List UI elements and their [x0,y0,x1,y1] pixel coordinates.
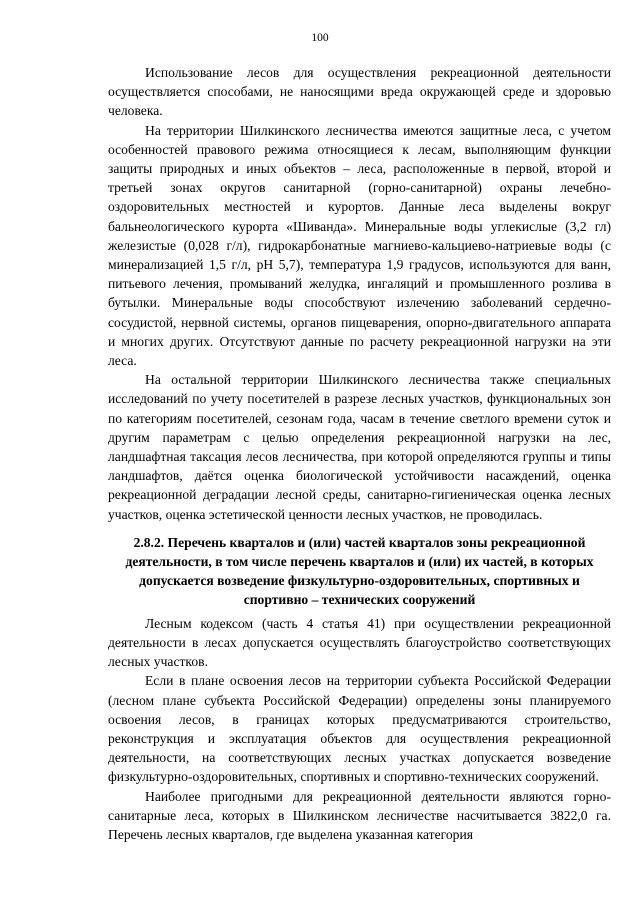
paragraph-no-studies: На остальной территории Шилкинского лесничества также специальных исследований по учету посетителей в разрезе лесных участков, функциональных зон по категориям посетителей, сезонам года, часам в течение светлого времени суток и другим параметрам с целью определения рекреационной нагрузки на лес, ландшафтная таксация лесов лесничества, при которой определяются группы и типы ландшафтов, даётся оценка биологической устойчивости насаждений, оценка рекреационной деградации лесной среды, санитарно-гигиеническая оценка лесных участков, оценка эстетической ценности лесных участков, не проводилась. [108,372,611,522]
document-body [108,63,611,844]
paragraph-protective-forests: На территории Шилкинского лесничества имеются защитные леса, с учетом особенностей правового режима относящиеся к лесам, выполняющим функции защиты природных и иных объектов – леса, расположенные в первой, второй и третьей зонах округов санитарной (горно-санитарной) охраны лечебно-оздоровительных местностей и курортов. Данные леса выделены вокруг бальнеологического курорта «Шиванда». Минеральные воды углекислые (3,2 гл) железистые (0,028 г/л), гидрокарбонатные магниево-кальциево-натриевые воды (с минерализацией 1,5 г/л, pH 5,7), температура 1,9 градусов, используются для ванн, питьевого лечения, промываний желудка, ингаляций и промышленного розлива в бутылки. Минеральные воды способствуют излечению заболеваний сердечно-сосудистой, нервной системы, органов пищеварения, опорно-двигательного аппарата и многих других. Отсутствуют данные по расчету рекреационной нагрузки на эти леса. [108,122,611,369]
page-number: 100 [311,32,329,44]
paragraph-mountain-sanitary: Наиболее пригодными для рекреационной деятельности являются горно-санитарные леса, которых в Шилкинском лесничестве насчитывается 3822,0 га. Перечень лесных кварталов, где выделена указанная категория [108,788,611,842]
paragraph-forest-code: Лесным кодексом (часть 4 статья 41) при осуществлении рекреационной деятельности в лесах допускается осуществлять благоустройство соответствующих лесных участков. [108,615,611,670]
paragraph-recreation-methods: Использование лесов для осуществления рекреационной деятельности осуществляется способами, не наносящими вреда окружающей среде и здоровью человека. [108,65,611,119]
section-heading: 2.8.2. Перечень кварталов и (или) частей кварталов зоны рекреационной деятельности, в том числе перечень кварталов и (или) их частей, в которых допускается возведение физкультурно-оздоровительных, спортивных и спортивно – технических сооружений [125,534,594,608]
paragraph-development-plan: Если в плане освоения лесов на территории субъекта Российской Федерации (лесном плане субъекта Российской Федерации) определены зоны планируемого освоения лесов, в границах которых предусматриваются строительство, реконструкция и эксплуатация объектов для осуществления рекреационной деятельности, на соответствующих лесных участках допускается возведение физкультурно-оздоровительных, спортивных и спортивно-технических сооружений. [108,673,611,785]
